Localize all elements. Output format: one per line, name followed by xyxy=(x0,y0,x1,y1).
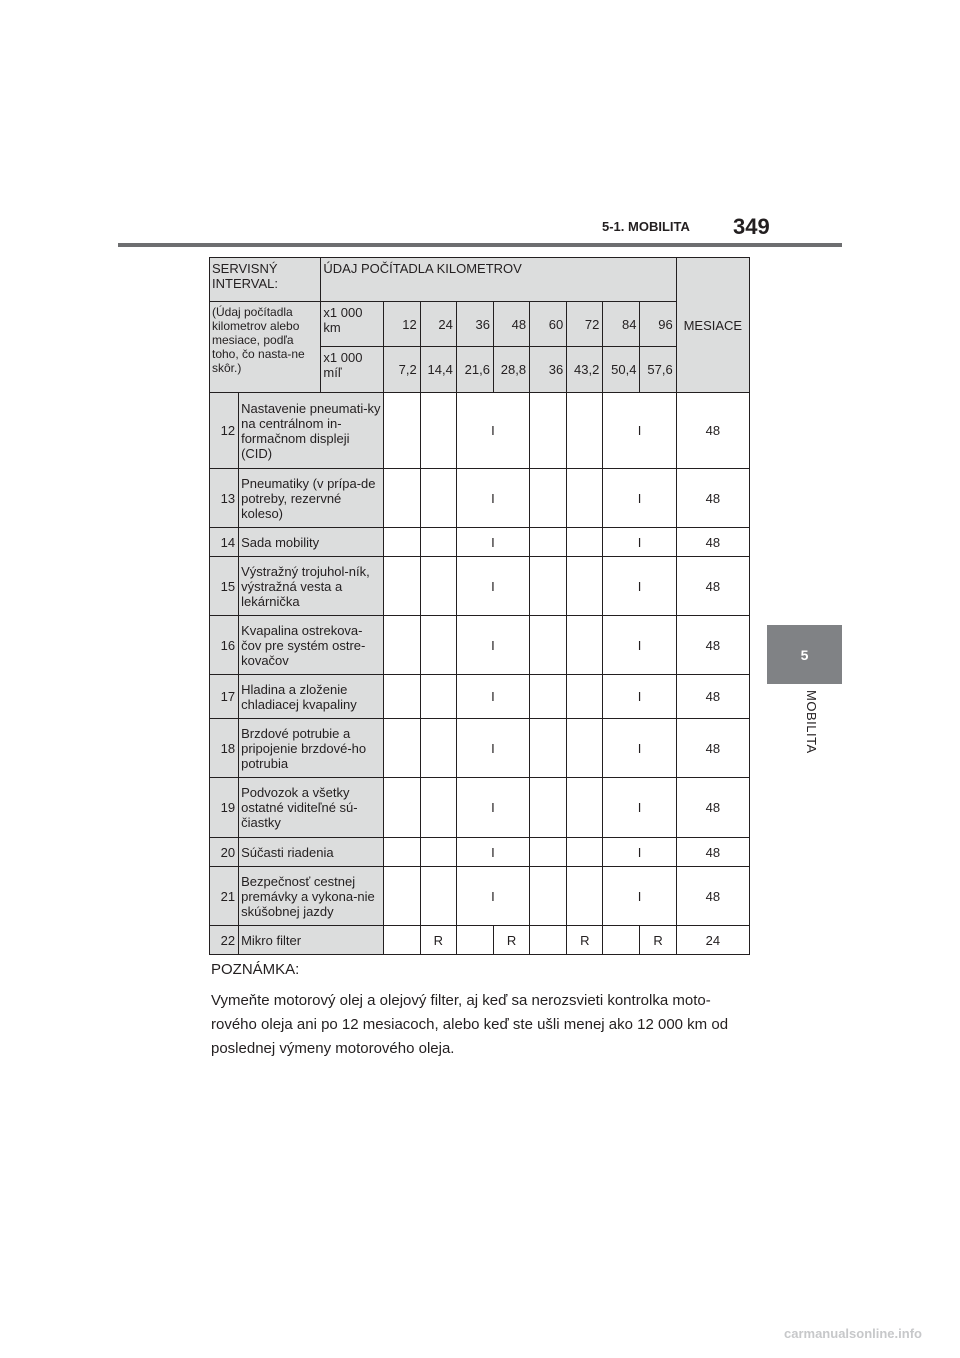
row-number: 16 xyxy=(210,616,239,675)
maintenance-item: Súčasti riadenia xyxy=(239,838,384,867)
interval-cell xyxy=(530,616,567,675)
interval-cell: I xyxy=(603,528,676,557)
mile-value: 43,2 xyxy=(567,347,603,393)
maintenance-item: Výstražný trojuhol-ník, výstražná vesta a lekárnička xyxy=(239,557,384,616)
table-row xyxy=(210,675,750,719)
interval-cell xyxy=(420,528,456,557)
maintenance-schedule-table xyxy=(209,257,750,955)
interval-cell xyxy=(530,469,567,528)
interval-cell xyxy=(383,469,420,528)
interval-cell xyxy=(420,557,456,616)
interval-cell xyxy=(383,616,420,675)
interval-cell xyxy=(420,616,456,675)
interval-cell xyxy=(567,393,603,469)
service-interval-header: SERVISNÝ INTERVAL: xyxy=(210,258,321,302)
chapter-tab: 5 xyxy=(767,625,842,684)
section-title: 5-1. MOBILITA xyxy=(602,219,690,234)
interval-cell: R xyxy=(493,926,529,955)
note-title: POZNÁMKA: xyxy=(211,961,300,978)
table-row xyxy=(210,469,750,528)
interval-cell xyxy=(383,393,420,469)
table-row xyxy=(210,867,750,926)
mile-unit-label: x1 000 míľ xyxy=(321,347,383,393)
interval-cell: I xyxy=(456,528,529,557)
interval-cell: I xyxy=(603,557,676,616)
mile-value: 50,4 xyxy=(603,347,640,393)
interval-cell: I xyxy=(603,675,676,719)
row-number: 15 xyxy=(210,557,239,616)
interval-cell xyxy=(420,719,456,778)
maintenance-item: Nastavenie pneumati-ky na centrálnom in-formačnom displeji (CID) xyxy=(239,393,384,469)
interval-cell xyxy=(567,616,603,675)
months-value: 48 xyxy=(676,393,749,469)
maintenance-item: Mikro filter xyxy=(239,926,384,955)
row-number: 18 xyxy=(210,719,239,778)
maintenance-item: Bezpečnosť cestnej premávky a vykona-nie skúšobnej jazdy xyxy=(239,867,384,926)
months-value: 48 xyxy=(676,616,749,675)
page-number: 349 xyxy=(733,214,770,239)
interval-cell: I xyxy=(603,469,676,528)
maintenance-item: Hladina a zloženie chladiacej kvapaliny xyxy=(239,675,384,719)
interval-cell xyxy=(530,867,567,926)
row-number: 17 xyxy=(210,675,239,719)
km-value: 60 xyxy=(530,302,567,347)
interval-cell: I xyxy=(456,616,529,675)
interval-cell xyxy=(567,719,603,778)
months-value: 48 xyxy=(676,528,749,557)
interval-cell xyxy=(567,838,603,867)
maintenance-item: Kvapalina ostrekova-čov pre systém ostre-kovačov xyxy=(239,616,384,675)
interval-cell: I xyxy=(456,778,529,838)
mile-value: 36 xyxy=(530,347,567,393)
table-row xyxy=(210,926,750,955)
interval-cell xyxy=(383,528,420,557)
interval-cell xyxy=(456,926,493,955)
interval-cell xyxy=(383,838,420,867)
months-value: 24 xyxy=(676,926,749,955)
watermark: carmanualsonline.info xyxy=(784,1326,922,1341)
maintenance-item: Sada mobility xyxy=(239,528,384,557)
months-value: 48 xyxy=(676,867,749,926)
interval-cell xyxy=(420,469,456,528)
row-number: 21 xyxy=(210,867,239,926)
table-header-row xyxy=(210,258,750,302)
interval-cell: R xyxy=(640,926,676,955)
maintenance-item: Podvozok a všetky ostatné viditeľné sú-čiastky xyxy=(239,778,384,838)
interval-cell xyxy=(420,838,456,867)
interval-cell xyxy=(530,778,567,838)
row-number: 19 xyxy=(210,778,239,838)
chapter-side-label: MOBILITA xyxy=(804,690,819,754)
km-unit-label: x1 000 km xyxy=(321,302,383,347)
header-divider xyxy=(118,243,842,247)
table-row xyxy=(210,719,750,778)
km-value: 12 xyxy=(383,302,420,347)
interval-cell xyxy=(530,675,567,719)
row-number: 12 xyxy=(210,393,239,469)
months-value: 48 xyxy=(676,719,749,778)
interval-cell xyxy=(530,528,567,557)
row-number: 22 xyxy=(210,926,239,955)
interval-cell xyxy=(383,719,420,778)
interval-cell: I xyxy=(456,719,529,778)
row-number: 13 xyxy=(210,469,239,528)
interval-cell: I xyxy=(603,778,676,838)
odometer-header: ÚDAJ POČÍTADLA KILOMETROV xyxy=(321,258,676,302)
table-row xyxy=(210,778,750,838)
interval-cell xyxy=(603,926,640,955)
interval-cell: R xyxy=(567,926,603,955)
table-row xyxy=(210,557,750,616)
interval-cell: I xyxy=(456,675,529,719)
months-header: MESIACE xyxy=(676,258,749,393)
interval-cell xyxy=(420,778,456,838)
interval-cell xyxy=(530,719,567,778)
km-row xyxy=(210,302,750,347)
interval-cell xyxy=(567,778,603,838)
interval-cell xyxy=(567,528,603,557)
interval-cell xyxy=(530,926,567,955)
mile-value: 7,2 xyxy=(383,347,420,393)
interval-cell: I xyxy=(603,867,676,926)
km-value: 48 xyxy=(493,302,529,347)
interval-cell: I xyxy=(603,838,676,867)
km-value: 24 xyxy=(420,302,456,347)
table-row xyxy=(210,616,750,675)
interval-cell xyxy=(383,867,420,926)
interval-cell: I xyxy=(456,393,529,469)
interval-cell xyxy=(383,675,420,719)
interval-cell: I xyxy=(456,557,529,616)
interval-cell xyxy=(383,778,420,838)
months-value: 48 xyxy=(676,557,749,616)
mile-value: 14,4 xyxy=(420,347,456,393)
mile-value: 57,6 xyxy=(640,347,676,393)
km-value: 84 xyxy=(603,302,640,347)
interval-cell xyxy=(530,838,567,867)
interval-cell xyxy=(383,557,420,616)
mile-value: 21,6 xyxy=(456,347,493,393)
interval-cell xyxy=(530,557,567,616)
row-number: 14 xyxy=(210,528,239,557)
interval-cell xyxy=(420,393,456,469)
km-value: 72 xyxy=(567,302,603,347)
interval-cell: I xyxy=(603,616,676,675)
months-value: 48 xyxy=(676,838,749,867)
interval-cell xyxy=(567,675,603,719)
km-value: 36 xyxy=(456,302,493,347)
interval-cell: I xyxy=(456,838,529,867)
table-row xyxy=(210,393,750,469)
interval-cell xyxy=(567,867,603,926)
months-value: 48 xyxy=(676,778,749,838)
months-value: 48 xyxy=(676,675,749,719)
interval-cell xyxy=(383,926,420,955)
maintenance-item: Brzdové potrubie a pripojenie brzdové-ho potrubia xyxy=(239,719,384,778)
interval-cell xyxy=(530,393,567,469)
interval-cell xyxy=(420,675,456,719)
interval-cell: I xyxy=(456,469,529,528)
row-number: 20 xyxy=(210,838,239,867)
mile-value: 28,8 xyxy=(493,347,529,393)
interval-cell: I xyxy=(603,719,676,778)
table-row xyxy=(210,838,750,867)
maintenance-item: Pneumatiky (v prípa-de potreby, rezervné koleso) xyxy=(239,469,384,528)
interval-cell xyxy=(420,867,456,926)
interval-cell: I xyxy=(603,393,676,469)
whichever-first-note: (Údaj počítadla kilometrov alebo mesiace, podľa toho, čo nasta-ne skôr.) xyxy=(210,302,321,393)
interval-cell: I xyxy=(456,867,529,926)
interval-cell xyxy=(567,469,603,528)
table-row xyxy=(210,528,750,557)
note-text: Vymeňte motorový olej a olejový filter, aj keď sa nerozsvieti kontrolka moto-rového oleja ani po 12 mesiacoch, alebo keď ste ušli menej ako 12 000 km od poslednej výmeny motorového oleja. xyxy=(211,992,729,1057)
interval-cell xyxy=(567,557,603,616)
months-value: 48 xyxy=(676,469,749,528)
interval-cell: R xyxy=(420,926,456,955)
km-value: 96 xyxy=(640,302,676,347)
